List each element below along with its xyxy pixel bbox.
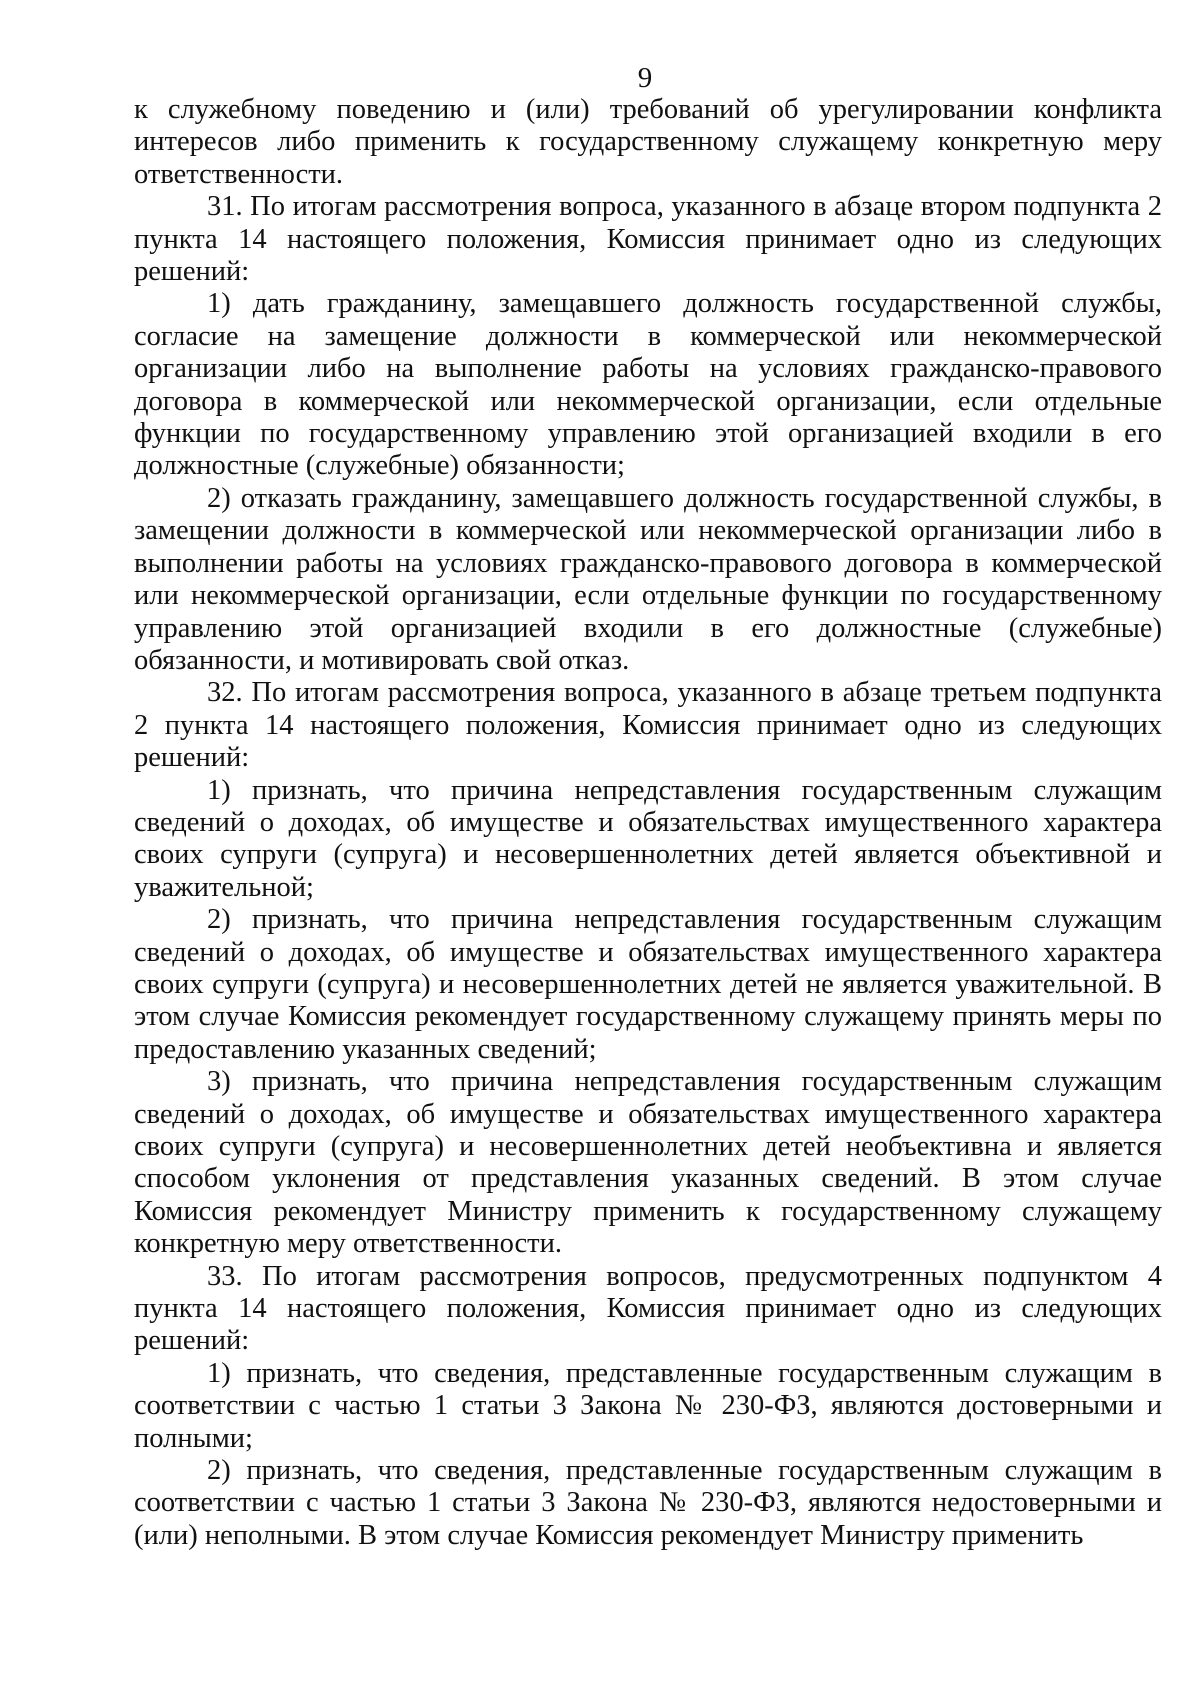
paragraph-item-31-2: 2) отказать гражданину, замещавшего должность государственной службы, в замещении должности в коммерческой или некоммерческой организации либо в выполнении работы на условиях гражданско-правового договора в коммерческой или некоммерческой организации, если отдельные функции по государственному управлению этой организацией входили в его должностные (служебные) обязанности, и мотивировать свой отказ.	[134, 482, 1162, 676]
document-body	[134, 94, 1162, 1552]
page-number: 9	[637, 62, 653, 94]
paragraph-item-33-2: 2) признать, что сведения, представленные государственным служащим в соответствии с частью 1 статьи 3 Закона № 230-ФЗ, являются недостоверными и (или) неполными. В этом случае Комиссия рекомендует Министру применить	[134, 1455, 1162, 1551]
paragraph-item-33: 33. По итогам рассмотрения вопросов, предусмотренных подпунктом 4 пункта 14 настоящего положения, Комиссия принимает одно из следующих решений:	[134, 1260, 1162, 1357]
paragraph-item-31: 31. По итогам рассмотрения вопроса, указанного в абзаце втором подпункта 2 пункта 14 настоящего положения, Комиссия принимает одно из следующих решений:	[134, 191, 1162, 288]
paragraph-item-31-1: 1) дать гражданину, замещавшего должность государственной службы, согласие на замещение должности в коммерческой или некоммерческой организации либо на выполнение работы на условиях гражданско-правового договора в коммерческой или некоммерческой организации, если отдельные функции по государственному управлению этой организацией входили в его должностные (служебные) обязанности;	[134, 288, 1162, 482]
paragraph-item-32-2: 2) признать, что причина непредставления государственным служащим сведений о доходах, об имуществе и обязательствах имущественного характера своих супруги (супруга) и несовершеннолетних детей не является уважительной. В этом случае Комиссия рекомендует государственному служащему принять меры по предоставлению указанных сведений;	[134, 904, 1162, 1065]
paragraph-item-32: 32. По итогам рассмотрения вопроса, указанного в абзаце третьем подпункта 2 пункта 14 настоящего положения, Комиссия принимает одно из следующих решений:	[134, 677, 1162, 774]
paragraph-item-33-1: 1) признать, что сведения, представленные государственным служащим в соответствии с частью 1 статьи 3 Закона № 230-ФЗ, являются достоверными и полными;	[134, 1357, 1162, 1454]
paragraph-item-32-3: 3) признать, что причина непредставления государственным служащим сведений о доходах, об имуществе и обязательствах имущественного характера своих супруги (супруга) и несовершеннолетних детей необъективна и является способом уклонения от представления указанных сведений. В этом случае Комиссия рекомендует Министру применить к государственному служащему конкретную меру ответственности.	[134, 1066, 1162, 1260]
paragraph-continuation: к служебному поведению и (или) требований об урегулировании конфликта интересов либо применить к государственному служащему конкретную меру ответственности.	[134, 94, 1162, 190]
paragraph-item-32-1: 1) признать, что причина непредставления государственным служащим сведений о доходах, об имуществе и обязательствах имущественного характера своих супруги (супруга) и несовершеннолетних детей является объективной и уважительной;	[134, 774, 1162, 903]
